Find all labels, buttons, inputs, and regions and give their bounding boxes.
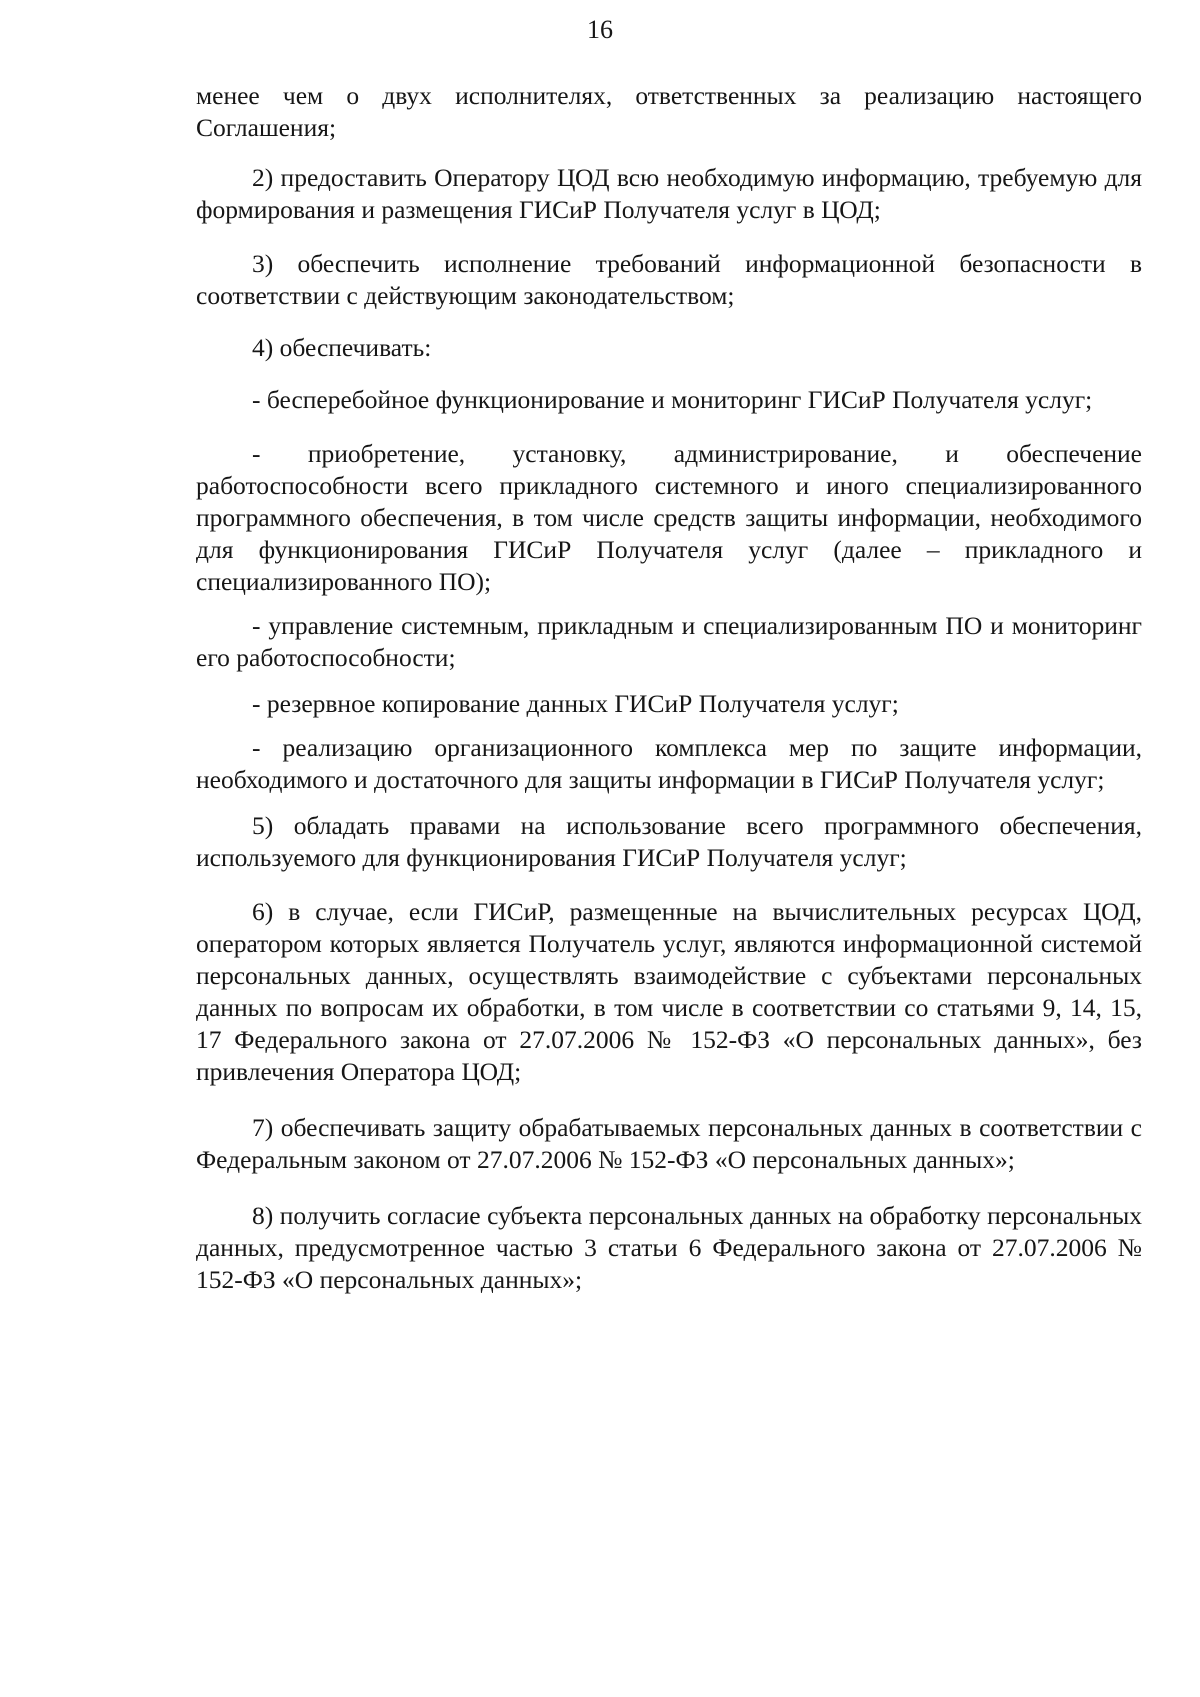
paragraph-item-2: 2) предоставить Оператору ЦОД всю необходимую информацию, требуемую для формирования и размещения ГИСиР Получателя услуг в ЦОД; — [196, 163, 1142, 224]
paragraph-item-3: 3) обеспечить исполнение требований информационной безопасности в соответствии с действующим законодательством; — [196, 249, 1142, 310]
list-item-protection-measures: - реализацию организационного комплекса мер по защите информации, необходимого и достаточного для защиты информации в ГИСиР Получателя услуг; — [196, 733, 1142, 794]
paragraph-item-7: 7) обеспечивать защиту обрабатываемых персональных данных в соответствии с Федеральным законом от 27.07.2006 № 152-ФЗ «О персональных данных»; — [196, 1113, 1142, 1174]
page-number: 16 — [587, 15, 613, 44]
paragraph-item-5: 5) обладать правами на использование всего программного обеспечения, используемого для функционирования ГИСиР Получателя услуг; — [196, 811, 1142, 872]
paragraph-continuation: менее чем о двух исполнителях, ответственных за реализацию настоящего Соглашения; — [196, 81, 1142, 142]
list-item-software-management: - управление системным, прикладным и специализированным ПО и мониторинг его работоспособности; — [196, 611, 1142, 672]
paragraph-item-8: 8) получить согласие субъекта персональных данных на обработку персональных данных, предусмотренное частью 3 статьи 6 Федерального закона от 27.07.2006 № 152-ФЗ «О персональных данных»; — [196, 1201, 1142, 1294]
paragraph-item-6: 6) в случае, если ГИСиР, размещенные на вычислительных ресурсах ЦОД, оператором которых является Получатель услуг, являются информационной системой персональных данных, осуществлять взаимодействие с субъектами персональных данных по вопросам их обработки, в том числе в соответствии со статьями 9, 14, 15, 17 Федерального закона от 27.07.2006 № 152-ФЗ «О персональных данных», без привлечения Оператора ЦОД; — [196, 897, 1142, 1086]
paragraph-item-4: 4) обеспечивать: — [252, 333, 432, 362]
list-item-backup: - резервное копирование данных ГИСиР Получателя услуг; — [252, 689, 899, 718]
list-item-software-acquisition: - приобретение, установку, администрирование, и обеспечение работоспособности всего прикладного системного и иного специализированного программного обеспечения, в том числе средств защиты информации, необходимого для функционирования ГИСиР Получателя услуг (далее – прикладного и специализированного ПО); — [196, 439, 1142, 596]
document-body — [196, 80, 1142, 1316]
list-item-uninterrupted-operation: - бесперебойное функционирование и мониторинг ГИСиР Получателя услуг; — [252, 385, 1093, 414]
